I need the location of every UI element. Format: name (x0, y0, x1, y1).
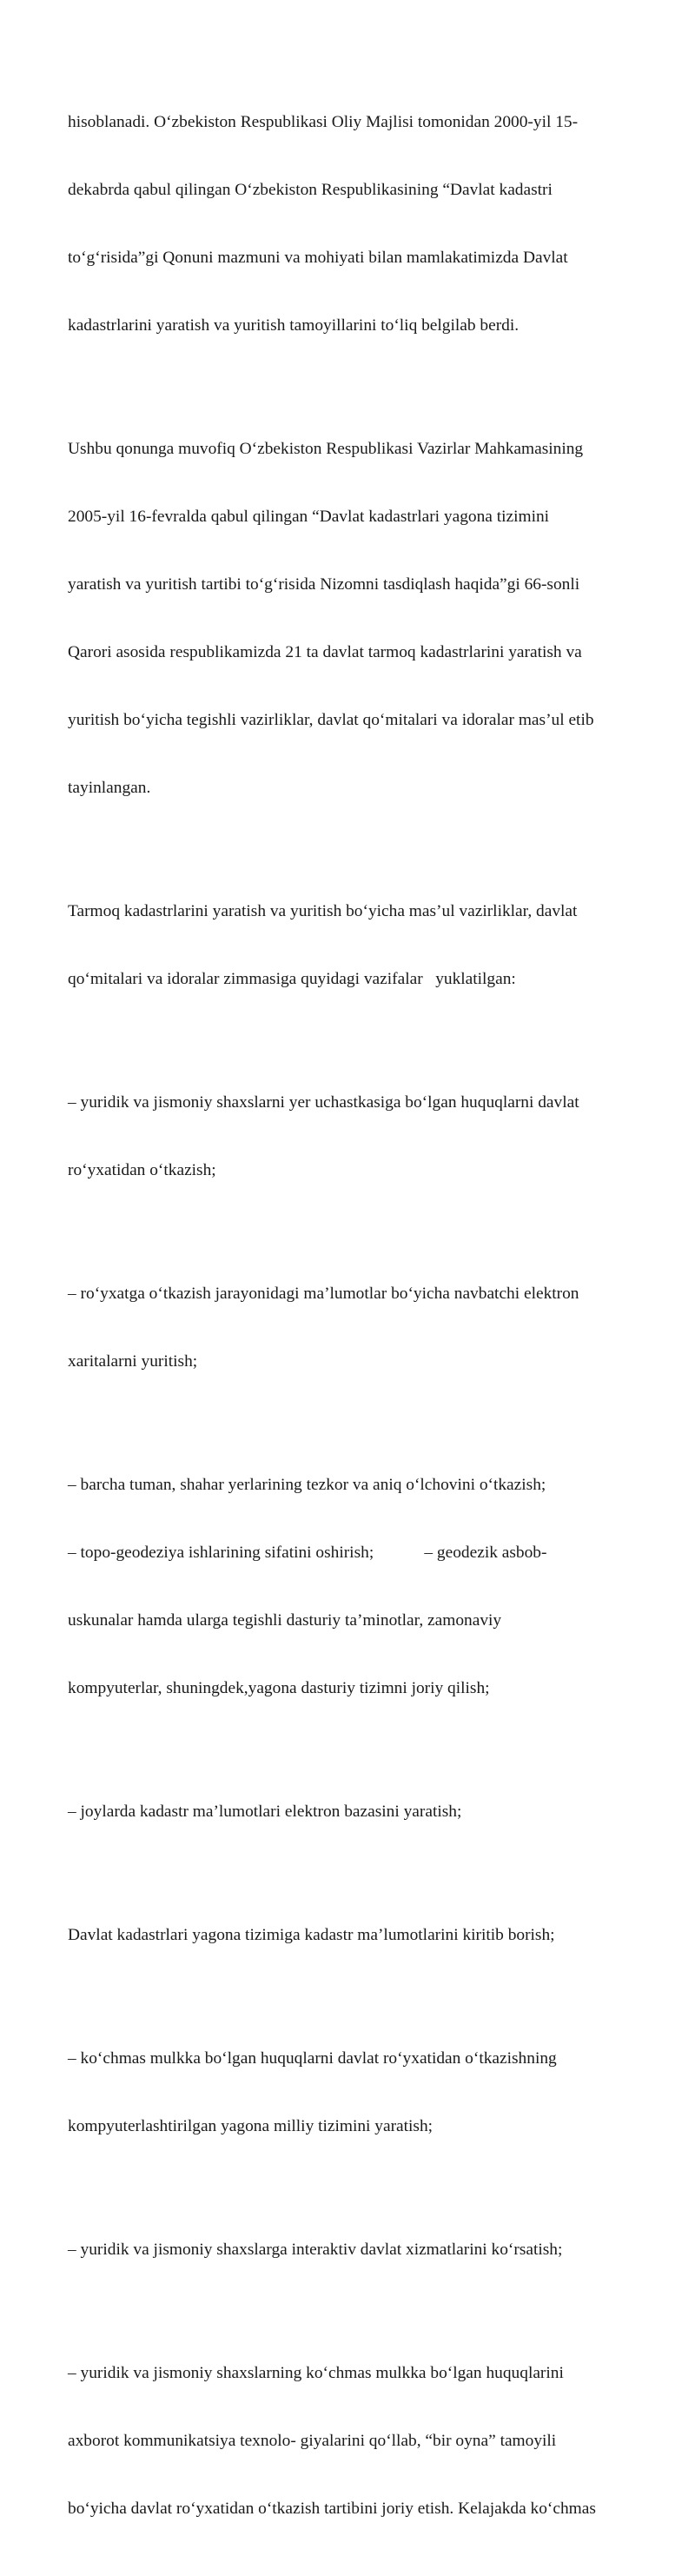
text-line: – yuridik va jismoniy shaxslarning ko‘chmas mulkka bo‘lgan huquqlarini (68, 2364, 564, 2382)
list-item-4 (68, 1756, 659, 1869)
document-page (68, 66, 659, 2576)
text-line: 2005-yil 16-fevralda qabul qilingan “Davlat kadastrlari yagona tizimini (68, 508, 550, 526)
text-line: xaritalarni yuritish; (68, 1352, 198, 1371)
paragraph-1 (68, 66, 659, 382)
text-line: qo‘mitalari va idoralar zimmasiga quyidagi vazifalar yuklatilgan: (68, 970, 516, 988)
list-item-6 (68, 2194, 659, 2307)
list-item-5 (68, 2002, 659, 2183)
text-line: Qarori asosida respublikamizda 21 ta davlat tarmoq kadastrlarini yaratish va (68, 643, 582, 661)
text-line: – ko‘chmas mulkka bo‘lgan huquqlarni davlat ro‘yxatidan o‘tkazishning (68, 2049, 557, 2068)
paragraph-4 (68, 1879, 659, 1992)
text-line: kompyuterlashtirilgan yagona milliy tizimini yaratish; (68, 2117, 434, 2135)
text-line: Ushbu qonunga muvofiq O‘zbekiston Respublikasi Vazirlar Mahkamasining (68, 440, 584, 458)
text-line: to‘g‘risida”gi Qonuni mazmuni va mohiyati bilan mamlakatimizda Davlat (68, 249, 568, 267)
text-line: kompyuterlar, shuningdek,yagona dasturiy tizimni joriy qilish; (68, 1679, 490, 1697)
list-item-1 (68, 1046, 659, 1227)
text-line: yuritish bo‘yicha tegishli vazirliklar, davlat qo‘mitalari va idoralar mas’ul etib (68, 711, 594, 729)
text-line: ro‘yxatidan o‘tkazish; (68, 1161, 216, 1179)
text-line: bo‘yicha davlat ro‘yxatidan o‘tkazish tartibini joriy etish. Kelajakda ko‘chmas (68, 2500, 596, 2518)
text-line: uskunalar hamda ularga tegishli dasturiy ta’minotlar, zamonaviy (68, 1611, 502, 1630)
list-item-3 (68, 1429, 659, 1745)
text-line: tayinlangan. (68, 779, 151, 797)
text-line: dekabrda qabul qilingan O‘zbekiston Respublikasining “Davlat kadastri (68, 181, 553, 199)
text-line: kadastrlarini yaratish va yuritish tamoyillarini to‘liq belgilab berdi. (68, 316, 520, 335)
paragraph-3 (68, 855, 659, 1036)
text-line: Tarmoq kadastrlarini yaratish va yuritish bo‘yicha mas’ul vazirliklar, davlat (68, 902, 578, 920)
text-line: – ro‘yxatga o‘tkazish jarayonidagi ma’lumotlar bo‘yicha navbatchi elektron (68, 1285, 579, 1303)
text-line: – yuridik va jismoniy shaxslarni yer uchastkasiga bo‘lgan huquqlarni davlat (68, 1093, 579, 1112)
list-item-2 (68, 1238, 659, 1418)
text-line: – joylarda kadastr ma’lumotlari elektron bazasini yaratish; (68, 1803, 462, 1821)
list-item-7 (68, 2317, 659, 2566)
text-line: – barcha tuman, shahar yerlarining tezkor va aniq o‘lchovini o‘tkazish; (68, 1476, 546, 1494)
text-line: hisoblanadi. O‘zbekiston Respublikasi Oliy Majlisi tomonidan 2000-yil 15- (68, 113, 579, 131)
text-line: – topo-geodeziya ishlarining sifatini oshirish; – geodezik asbob- (68, 1544, 547, 1562)
paragraph-2 (68, 393, 659, 845)
text-line: axborot kommunikatsiya texnolo- giyalarini qo‘llab, “bir oyna” tamoyili (68, 2432, 557, 2450)
text-line: yaratish va yuritish tartibi to‘g‘risida Nizomni tasdiqlash haqida”gi 66-sonli (68, 575, 580, 594)
text-line: Davlat kadastrlari yagona tizimiga kadastr ma’lumotlarini kiritib borish; (68, 1926, 555, 1944)
text-line: – yuridik va jismoniy shaxslarga interaktiv davlat xizmatlarini ko‘rsatish; (68, 2241, 563, 2259)
